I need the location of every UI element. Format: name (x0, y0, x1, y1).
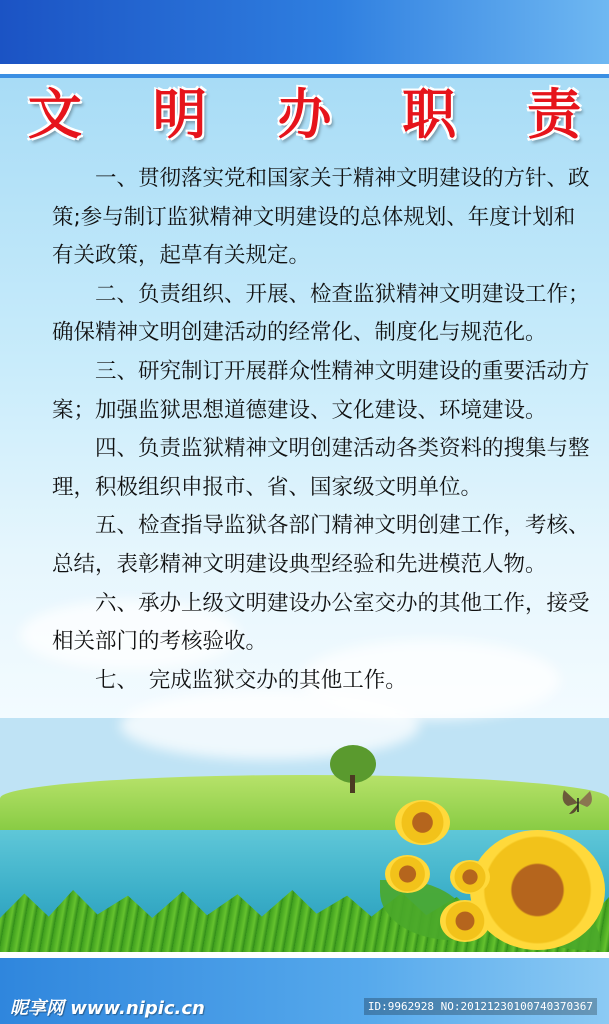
cloud (120, 690, 420, 760)
top-color-band (0, 0, 609, 64)
butterfly-icon (560, 788, 596, 818)
sunflower-icon (385, 855, 430, 893)
duty-item-5: 五、检查指导监狱各部门精神文明创建工作，考核、总结，表彰精神文明建设典型经验和先进模范人物。 (52, 513, 590, 577)
duty-item-1: 一、贯彻落实党和国家关于精神文明建设的方针、政策;参与制订监狱精神文明建设的总体规划、年度计划和有关政策，起草有关规定。 (52, 166, 590, 269)
sunflower-icon (450, 860, 490, 894)
sunflower-icon (395, 800, 450, 845)
duty-item-7: 七、 完成监狱交办的其他工作。 (95, 667, 407, 693)
duty-item-4: 四、负责监狱精神文明创建活动各类资料的搜集与整理，积极组织申报市、省、国家级文明单位。 (52, 436, 590, 500)
top-white-stripe (0, 64, 609, 74)
duty-item-2: 二、负责组织、开展、检查监狱精神文明建设工作；确保精神文明创建活动的经常化、制度化与规范化。 (52, 281, 590, 346)
watermark-id: ID:9962928 NO:20121230100740370367 (364, 998, 597, 1015)
page-title: 文 明 办 职 责 (27, 82, 608, 146)
tree-trunk (350, 775, 355, 793)
duty-item-3: 三、研究制订开展群众性精神文明建设的重要活动方案；加强监狱思想道德建设、文化建设、环境建设。 (52, 358, 590, 423)
duties-list (52, 160, 594, 700)
watermark-site: 昵享网 www.nipic.cn (10, 998, 205, 1019)
sunflower-icon (440, 900, 490, 942)
duty-item-6: 六、承办上级文明建设办公室交办的其他工作，接受相关部门的考核验收。 (52, 590, 590, 655)
sunflower-icon (470, 830, 605, 950)
